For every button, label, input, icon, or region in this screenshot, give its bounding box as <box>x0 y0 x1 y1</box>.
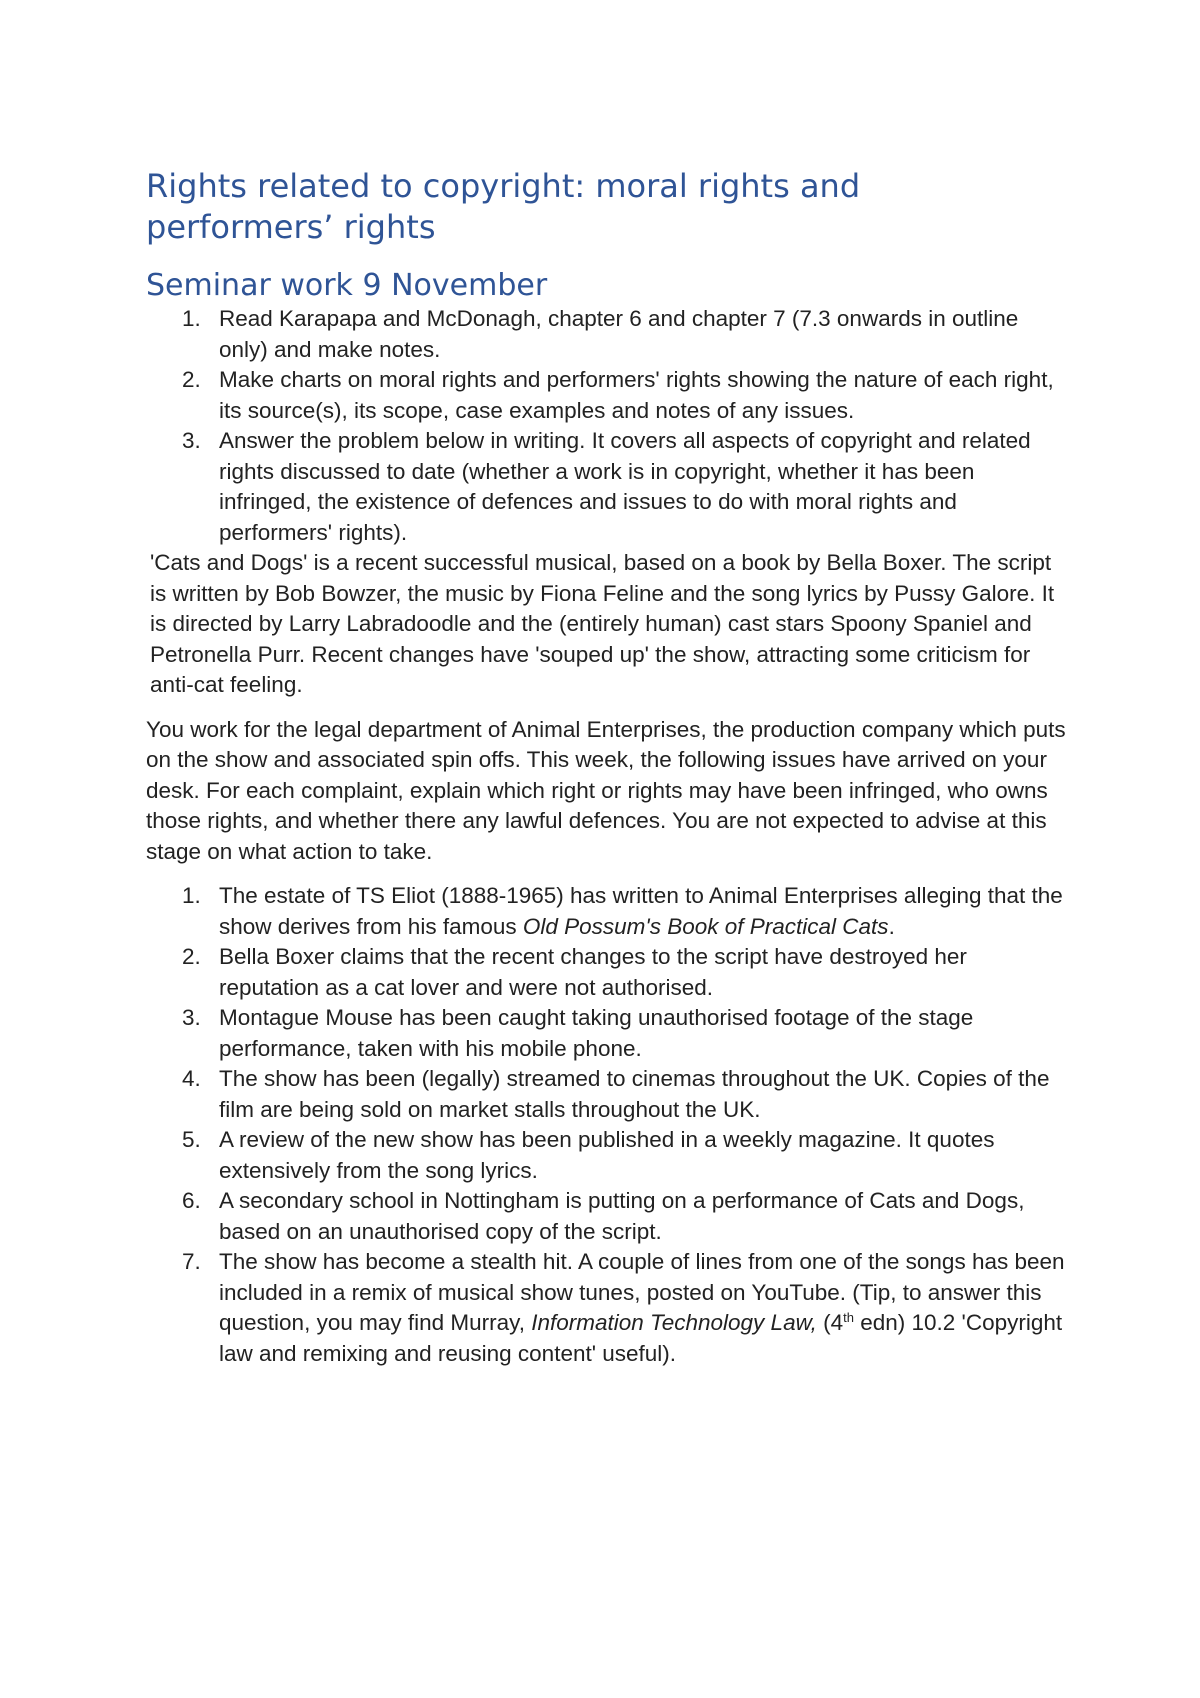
issue-item <box>146 1186 1066 1247</box>
list-number: 7. <box>182 1249 201 1274</box>
list-number: 4. <box>182 1066 201 1091</box>
issue-text-end: . <box>888 913 895 939</box>
problem-intro-paragraph: 'Cats and Dogs' is a recent successful musical, based on a book by Bella Boxer. The script is written by Bob Bowzer, the music by Fiona Feline and the song lyrics by Pussy Galore. It is directed by Larry Labradoodle and the (entirely human) cast stars Spoony Spaniel and Petronella Purr. Recent changes have 'souped up' the show, attracting some criticism for anti-cat feeling. <box>150 550 1055 697</box>
issue-text: The estate of TS Eliot (1888-1965) has written to Animal Enterprises alleging that the show derives from his famous <box>219 883 1063 939</box>
issue-text-mid: (4 <box>816 1310 844 1335</box>
document-body <box>146 166 1066 1369</box>
issue-item <box>146 1003 1066 1064</box>
edition-superscript: th <box>843 1310 854 1325</box>
issue-text: A secondary school in Nottingham is putting on a performance of Cats and Dogs, based on an unauthorised copy of the script. <box>219 1188 1025 1244</box>
list-number: 6. <box>182 1188 201 1213</box>
task-text: Make charts on moral rights and performers' rights showing the nature of each right, its source(s), its scope, case examples and notes of any issues. <box>219 367 1054 423</box>
seminar-task-list <box>146 304 1066 548</box>
issue-text: Bella Boxer claims that the recent changes to the script have destroyed her reputation as a cat lover and were not authorised. <box>219 944 967 1000</box>
book-title: Old Possum's Book of Practical Cats <box>522 913 889 939</box>
issue-item <box>146 881 1066 942</box>
task-text: Read Karapapa and McDonagh, chapter 6 and chapter 7 (7.3 onwards in outline only) and make notes. <box>219 306 1019 362</box>
book-title: Information Technology Law, <box>531 1310 817 1335</box>
list-number: 3. <box>182 428 201 453</box>
issue-text: The show has been (legally) streamed to cinemas throughout the UK. Copies of the film are being sold on market stalls throughout the UK. <box>219 1066 1050 1122</box>
issue-list <box>146 881 1066 1369</box>
issue-text-end: edn) 10.2 'Copyright law and remixing and reusing content' useful). <box>219 1310 1063 1366</box>
document-title: Rights related to copyright: moral rights and performers’ rights <box>146 167 861 246</box>
list-number: 1. <box>182 306 201 331</box>
task-item <box>146 365 1066 426</box>
list-number: 5. <box>182 1127 201 1152</box>
list-number: 2. <box>182 367 201 392</box>
issue-item <box>146 1125 1066 1186</box>
issue-item <box>146 1247 1066 1369</box>
task-text: Answer the problem below in writing. It covers all aspects of copyright and related rights discussed to date (whether a work is in copyright, whether it has been infringed, the existence of defences and issues to do with moral rights and performers' rights). <box>219 428 1031 545</box>
section-heading: Seminar work 9 November <box>146 268 548 303</box>
task-item <box>146 426 1066 548</box>
list-number: 2. <box>182 944 201 969</box>
issue-item <box>146 942 1066 1003</box>
issue-item <box>146 1064 1066 1125</box>
problem-task-paragraph: You work for the legal department of Animal Enterprises, the production company which puts on the show and associated spin offs. This week, the following issues have arrived on your desk. For each complaint, explain which right or rights may have been infringed, who owns those rights, and whether there any lawful defences. You are not expected to advise at this stage on what action to take. <box>146 716 1066 864</box>
list-number: 3. <box>182 1005 201 1030</box>
list-number: 1. <box>182 883 201 908</box>
task-item <box>146 304 1066 365</box>
issue-text: The show has become a stealth hit. A couple of lines from one of the songs has been included in a remix of musical show tunes, posted on YouTube. (Tip, to answer this question, you may find Murray, <box>219 1249 1065 1335</box>
issue-text: A review of the new show has been published in a weekly magazine. It quotes extensively from the song lyrics. <box>219 1127 995 1183</box>
issue-text: Montague Mouse has been caught taking unauthorised footage of the stage performance, taken with his mobile phone. <box>219 1005 974 1061</box>
